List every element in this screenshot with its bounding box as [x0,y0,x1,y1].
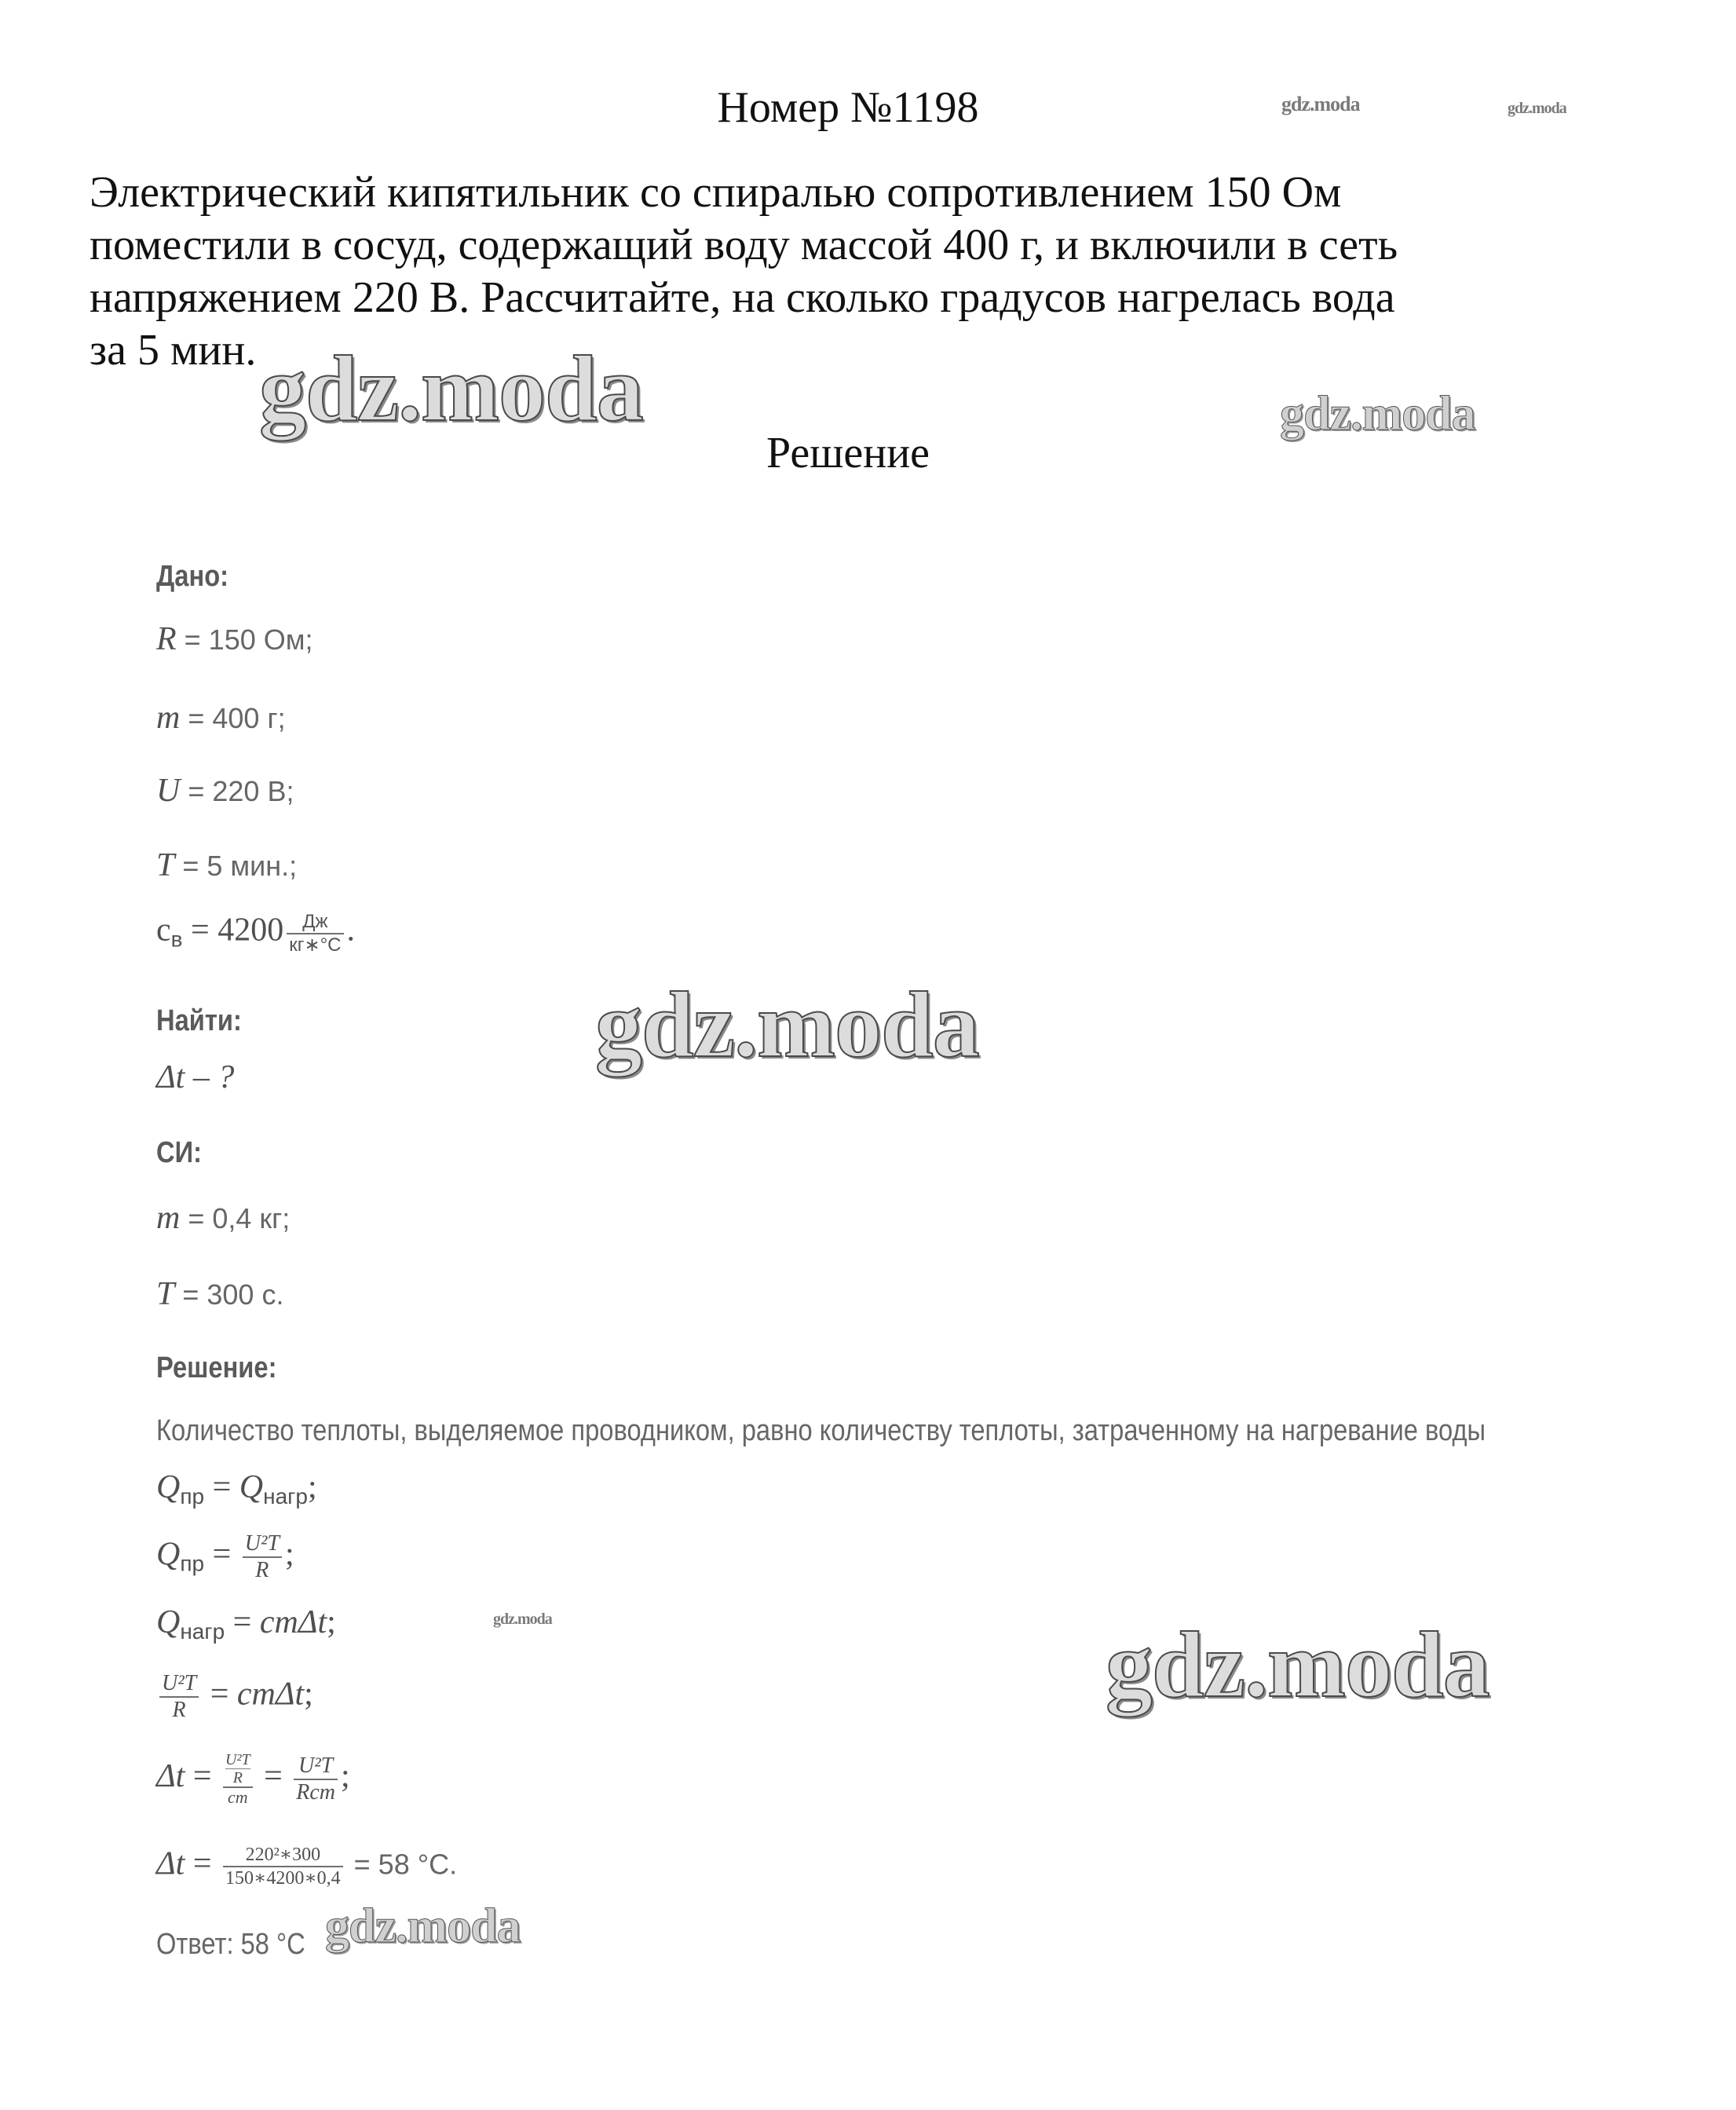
given-c-sub: в [170,927,183,952]
given-c-eq: = 4200 [182,912,284,949]
problem-line-2: поместили в сосуд, содержащий воду массой 400 г, и включили в сеть [90,221,1398,269]
eq4-equals: = [202,1676,237,1713]
eq6-fraction [223,1844,343,1889]
eq6-equals: = [185,1845,221,1882]
given-m-value: = 400 г; [180,702,286,734]
find-label: Найти: [156,1004,242,1037]
eq5-lhs: Δt [156,1758,185,1795]
given-r-var: R [156,621,177,657]
eq2-num: U²T [243,1531,282,1558]
si-t [156,1275,283,1314]
eq5-inner-den: R [232,1769,243,1786]
eq5-den: Rcm [296,1779,336,1805]
eq5-fraction [294,1753,338,1805]
eq4-num: U²T [159,1671,199,1698]
given-c-unit-den: кг∗°С [289,934,342,956]
eq5-num: U²T [294,1753,338,1780]
equation-q-pr [156,1531,294,1583]
given-u-value: = 220 В; [180,775,294,807]
given-m-var: m [156,700,181,736]
eq1-lhs: Q [156,1469,181,1505]
equation-balance [156,1671,313,1723]
solution-heading: Решение [766,429,930,477]
si-label: СИ: [156,1136,202,1169]
eq3-end: ; [327,1604,336,1640]
si-m-value: = 0,4 кг; [180,1202,291,1234]
given-t [156,847,297,885]
eq3-lhs-sub: нагр [180,1619,225,1644]
answer: Ответ: 58 °С [156,1928,305,1961]
given-r-value: = 150 Ом; [176,623,313,656]
si-t-value: = 300 с. [174,1278,284,1311]
eq1-end: ; [307,1469,317,1505]
eq2-lhs-sub: пр [180,1551,205,1576]
eq2-den: R [255,1558,269,1582]
eq3-rhs: cmΔt [259,1604,327,1640]
watermark-top-left: gdz.moda [1281,93,1360,115]
problem-line-1: Электрический кипятильник со спиралью сопротивлением 150 Ом [90,168,1342,217]
eq4-end: ; [304,1676,313,1713]
eq6-num: 220²∗300 [223,1844,343,1867]
eq1-equals: = [204,1469,239,1505]
eq5-nested-fraction [223,1751,253,1807]
equation-delta-calc [156,1844,457,1889]
given-t-var: T [156,847,175,883]
given-c-unit-fraction [287,911,343,956]
find-expression: Δt – ? [156,1059,235,1095]
watermark-large-3: gdz.moda [1106,1612,1489,1717]
si-t-var: T [156,1276,175,1312]
solution-text: Количество теплоты, выделяемое проводником, равно количеству теплоты, затраченному на нагревание воды [156,1414,1486,1447]
given-u [156,772,294,810]
eq5-equals-1: = [185,1758,221,1795]
given-m [156,699,286,737]
eq3-lhs: Q [156,1604,181,1640]
eq4-den: R [172,1698,186,1722]
eq2-lhs: Q [156,1536,181,1573]
problem-line-3: напряжением 220 В. Рассчитайте, на сколько градусов нагрелась вода [90,273,1395,322]
watermark-large-2: gdz.moda [595,972,979,1077]
si-m-var: m [156,1200,181,1236]
given-c-unit-num: Дж [287,911,343,934]
eq3-equals: = [225,1604,260,1640]
si-m [156,1199,290,1238]
eq5-inner-num: U²T [225,1751,250,1768]
given-c-var: c [156,912,171,949]
given-t-value: = 5 мин.; [174,850,298,882]
watermark-medium-1: gdz.moda [1280,387,1475,441]
watermark-tiny-middle: gdz.moda [493,1611,552,1628]
equation-delta-formula [156,1751,350,1807]
equation-heat-balance [156,1468,317,1516]
eq1-lhs-sub: пр [180,1484,205,1508]
eq2-fraction [243,1531,282,1583]
given-c-end: . [346,912,356,949]
eq4-fraction [159,1671,199,1723]
eq1-rhs: Q [239,1469,264,1505]
watermark-medium-2: gdz.moda [325,1900,521,1953]
solution-label: Решение: [156,1351,277,1384]
page-title: Номер №1198 [717,83,979,132]
eq5-equals-2: = [255,1758,291,1795]
given-u-var: U [156,773,181,809]
eq6-result: = 58 °С. [345,1848,458,1881]
eq1-rhs-sub: нагр [263,1484,308,1508]
eq4-rhs: cmΔt [236,1676,305,1713]
watermark-large-1: gdz.moda [259,336,643,441]
eq6-lhs: Δt [156,1845,185,1882]
problem-line-4: за 5 мин. [90,326,257,375]
eq2-equals: = [204,1536,239,1573]
eq2-end: ; [284,1536,294,1573]
watermark-top-right: gdz.moda [1508,100,1566,117]
eq5-end: ; [341,1758,350,1795]
given-label: Дано: [156,560,229,593]
eq6-den: 150∗4200∗0,4 [225,1868,341,1889]
given-c [156,911,355,959]
given-r [156,620,313,659]
equation-q-nagr [156,1604,336,1651]
eq5-outer-den: cm [227,1787,248,1807]
